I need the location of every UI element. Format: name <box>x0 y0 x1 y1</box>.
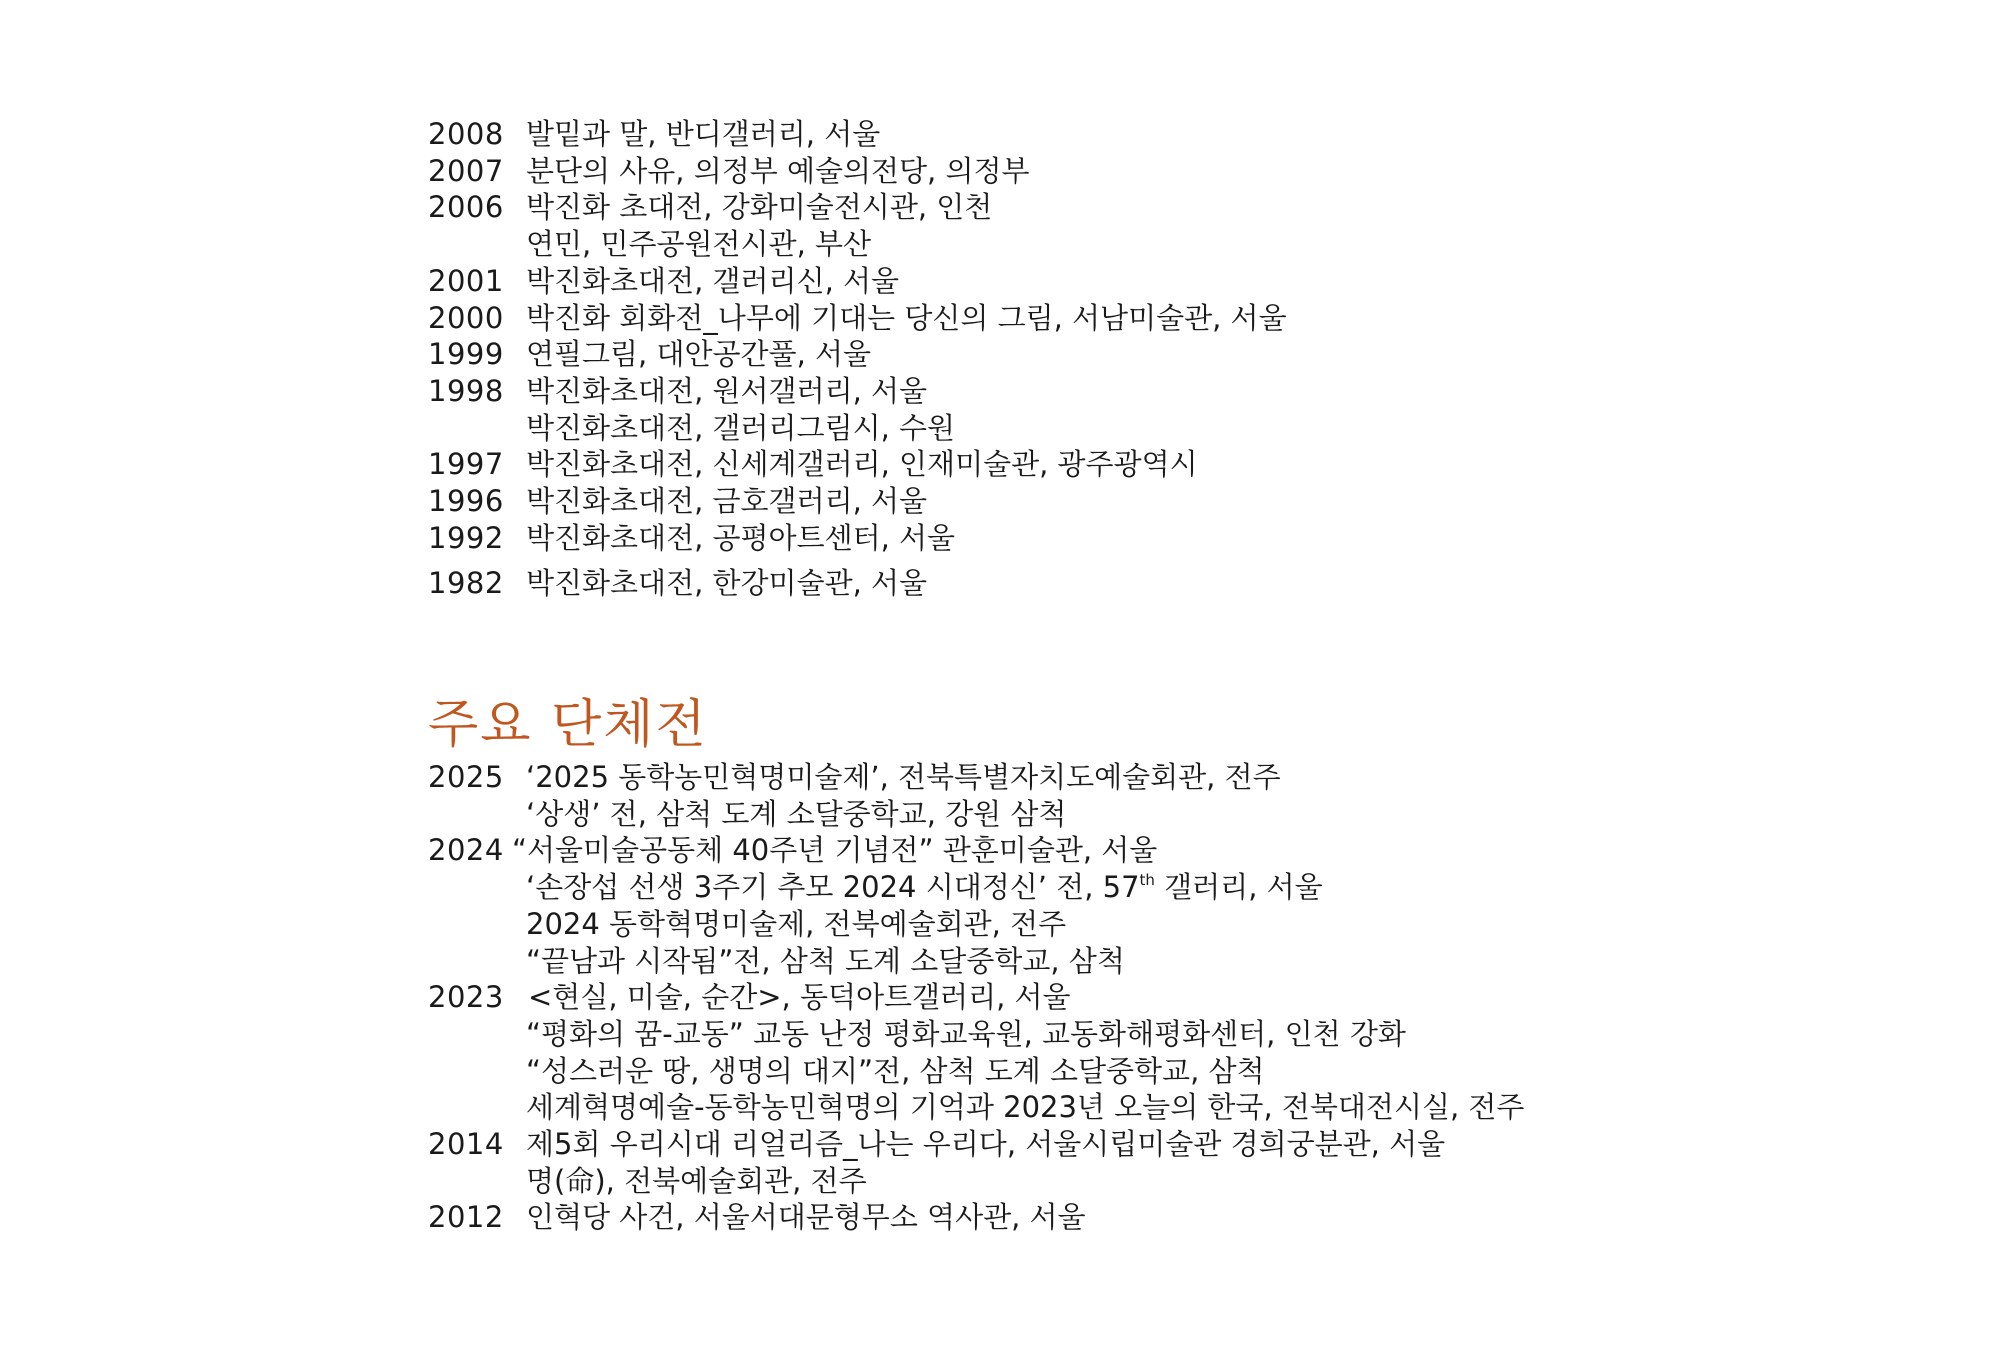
exhibition-year: 2001 <box>428 263 504 298</box>
list-item <box>428 226 1287 263</box>
solo-exhibition-list <box>428 116 1287 602</box>
exhibition-year: 1992 <box>428 520 504 555</box>
section-heading-group-exhibitions: 주요 단체전 <box>428 695 708 755</box>
exhibition-year: 2024 <box>428 833 504 868</box>
entry-text: ‘손장섭 선생 3주기 추모 2024 시대정신’ 전, 57 <box>526 870 1140 905</box>
exhibition-entry: ‘상생’ 전, 삼척 도계 소달중학교, 강원 삼척 <box>526 796 1067 831</box>
exhibition-entry: 연필그림, 대안공간풀, 서울 <box>526 337 872 372</box>
list-item <box>428 116 1287 153</box>
exhibition-entry: “성스러운 땅, 생명의 대지”전, 삼척 도계 소달중학교, 삼척 <box>526 1053 1265 1088</box>
list-item <box>428 1053 1524 1090</box>
exhibition-entry: 박진화초대전, 원서갤러리, 서울 <box>526 373 928 408</box>
exhibition-entry: “서울미술공동체 40주년 기념전” 관훈미술관, 서울 <box>512 833 1158 868</box>
exhibition-entry: 박진화 초대전, 강화미술전시관, 인천 <box>526 190 993 225</box>
list-item <box>428 1016 1524 1053</box>
list-item <box>428 796 1524 833</box>
exhibition-year: 2023 <box>428 980 504 1015</box>
list-item <box>428 943 1524 980</box>
exhibition-entry: “끝남과 시작됨”전, 삼척 도계 소달중학교, 삼척 <box>526 943 1125 978</box>
list-item <box>428 336 1287 373</box>
exhibition-entry: 명(命), 전북예술회관, 전주 <box>526 1163 867 1198</box>
exhibition-year: 1997 <box>428 447 504 482</box>
exhibition-entry: “평화의 꿈-교동” 교동 난정 평화교육원, 교동화해평화센터, 인천 강화 <box>526 1016 1406 1051</box>
list-item <box>428 832 1524 869</box>
exhibition-entry: <현실, 미술, 순간>, 동덕아트갤러리, 서울 <box>528 980 1071 1015</box>
list-item <box>428 189 1287 226</box>
group-exhibition-list <box>428 759 1524 1236</box>
exhibition-year: 2006 <box>428 190 504 225</box>
list-item <box>428 759 1524 796</box>
list-item <box>428 483 1287 520</box>
list-item <box>428 300 1287 337</box>
exhibition-year: 2012 <box>428 1200 504 1235</box>
exhibition-entry: 박진화초대전, 금호갤러리, 서울 <box>526 484 928 519</box>
entry-text: 갤러리, 서울 <box>1154 870 1323 905</box>
exhibition-entry: 연민, 민주공원전시관, 부산 <box>526 227 872 262</box>
list-item <box>428 979 1524 1016</box>
exhibition-entry: 세계혁명예술-동학농민혁명의 기억과 2023년 오늘의 한국, 전북대전시실, 전주 <box>526 1090 1525 1125</box>
exhibition-entry <box>526 869 1524 906</box>
exhibition-entry: 박진화초대전, 갤러리신, 서울 <box>526 263 900 298</box>
exhibition-entry: 분단의 사유, 의정부 예술의전당, 의정부 <box>526 153 1030 188</box>
list-item <box>428 153 1287 190</box>
list-item <box>428 446 1287 483</box>
exhibition-entry: 박진화초대전, 한강미술관, 서울 <box>526 566 928 601</box>
exhibition-entry: 2024 동학혁명미술제, 전북예술회관, 전주 <box>526 906 1067 941</box>
list-item <box>428 410 1287 447</box>
list-item <box>428 869 1524 906</box>
ordinal-suffix: th <box>1139 871 1155 890</box>
exhibition-year: 1996 <box>428 484 504 519</box>
exhibition-year: 2007 <box>428 153 504 188</box>
exhibition-year: 2008 <box>428 117 504 151</box>
exhibition-entry: ‘2025 동학농민혁명미술제’, 전북특별자치도예술회관, 전주 <box>526 760 1281 794</box>
exhibition-entry: 발밑과 말, 반디갤러리, 서울 <box>526 117 881 151</box>
exhibition-entry: 제5회 우리시대 리얼리즘_나는 우리다, 서울시립미술관 경희궁분관, 서울 <box>526 1127 1446 1162</box>
exhibition-year: 2000 <box>428 300 504 335</box>
exhibition-entry: 박진화초대전, 신세계갤러리, 인재미술관, 광주광역시 <box>526 447 1198 482</box>
exhibition-year: 1999 <box>428 337 504 372</box>
list-item <box>428 520 1287 557</box>
list-item <box>428 1163 1524 1200</box>
list-item <box>428 1126 1524 1163</box>
list-item <box>428 906 1524 943</box>
list-item <box>428 263 1287 300</box>
exhibition-entry: 인혁당 사건, 서울서대문형무소 역사관, 서울 <box>526 1200 1086 1235</box>
exhibition-year: 2014 <box>428 1127 504 1162</box>
list-item <box>428 565 1287 602</box>
exhibition-year: 2025 <box>428 760 504 794</box>
exhibition-year: 1982 <box>428 566 504 601</box>
exhibition-entry: 박진화초대전, 갤러리그림시, 수원 <box>526 410 956 445</box>
list-item <box>428 373 1287 410</box>
exhibition-entry: 박진화 회화전_나무에 기대는 당신의 그림, 서남미술관, 서울 <box>526 300 1287 335</box>
list-item <box>428 1089 1524 1126</box>
list-item <box>428 1199 1524 1236</box>
exhibition-year: 1998 <box>428 373 504 408</box>
exhibition-entry: 박진화초대전, 공평아트센터, 서울 <box>526 520 956 555</box>
